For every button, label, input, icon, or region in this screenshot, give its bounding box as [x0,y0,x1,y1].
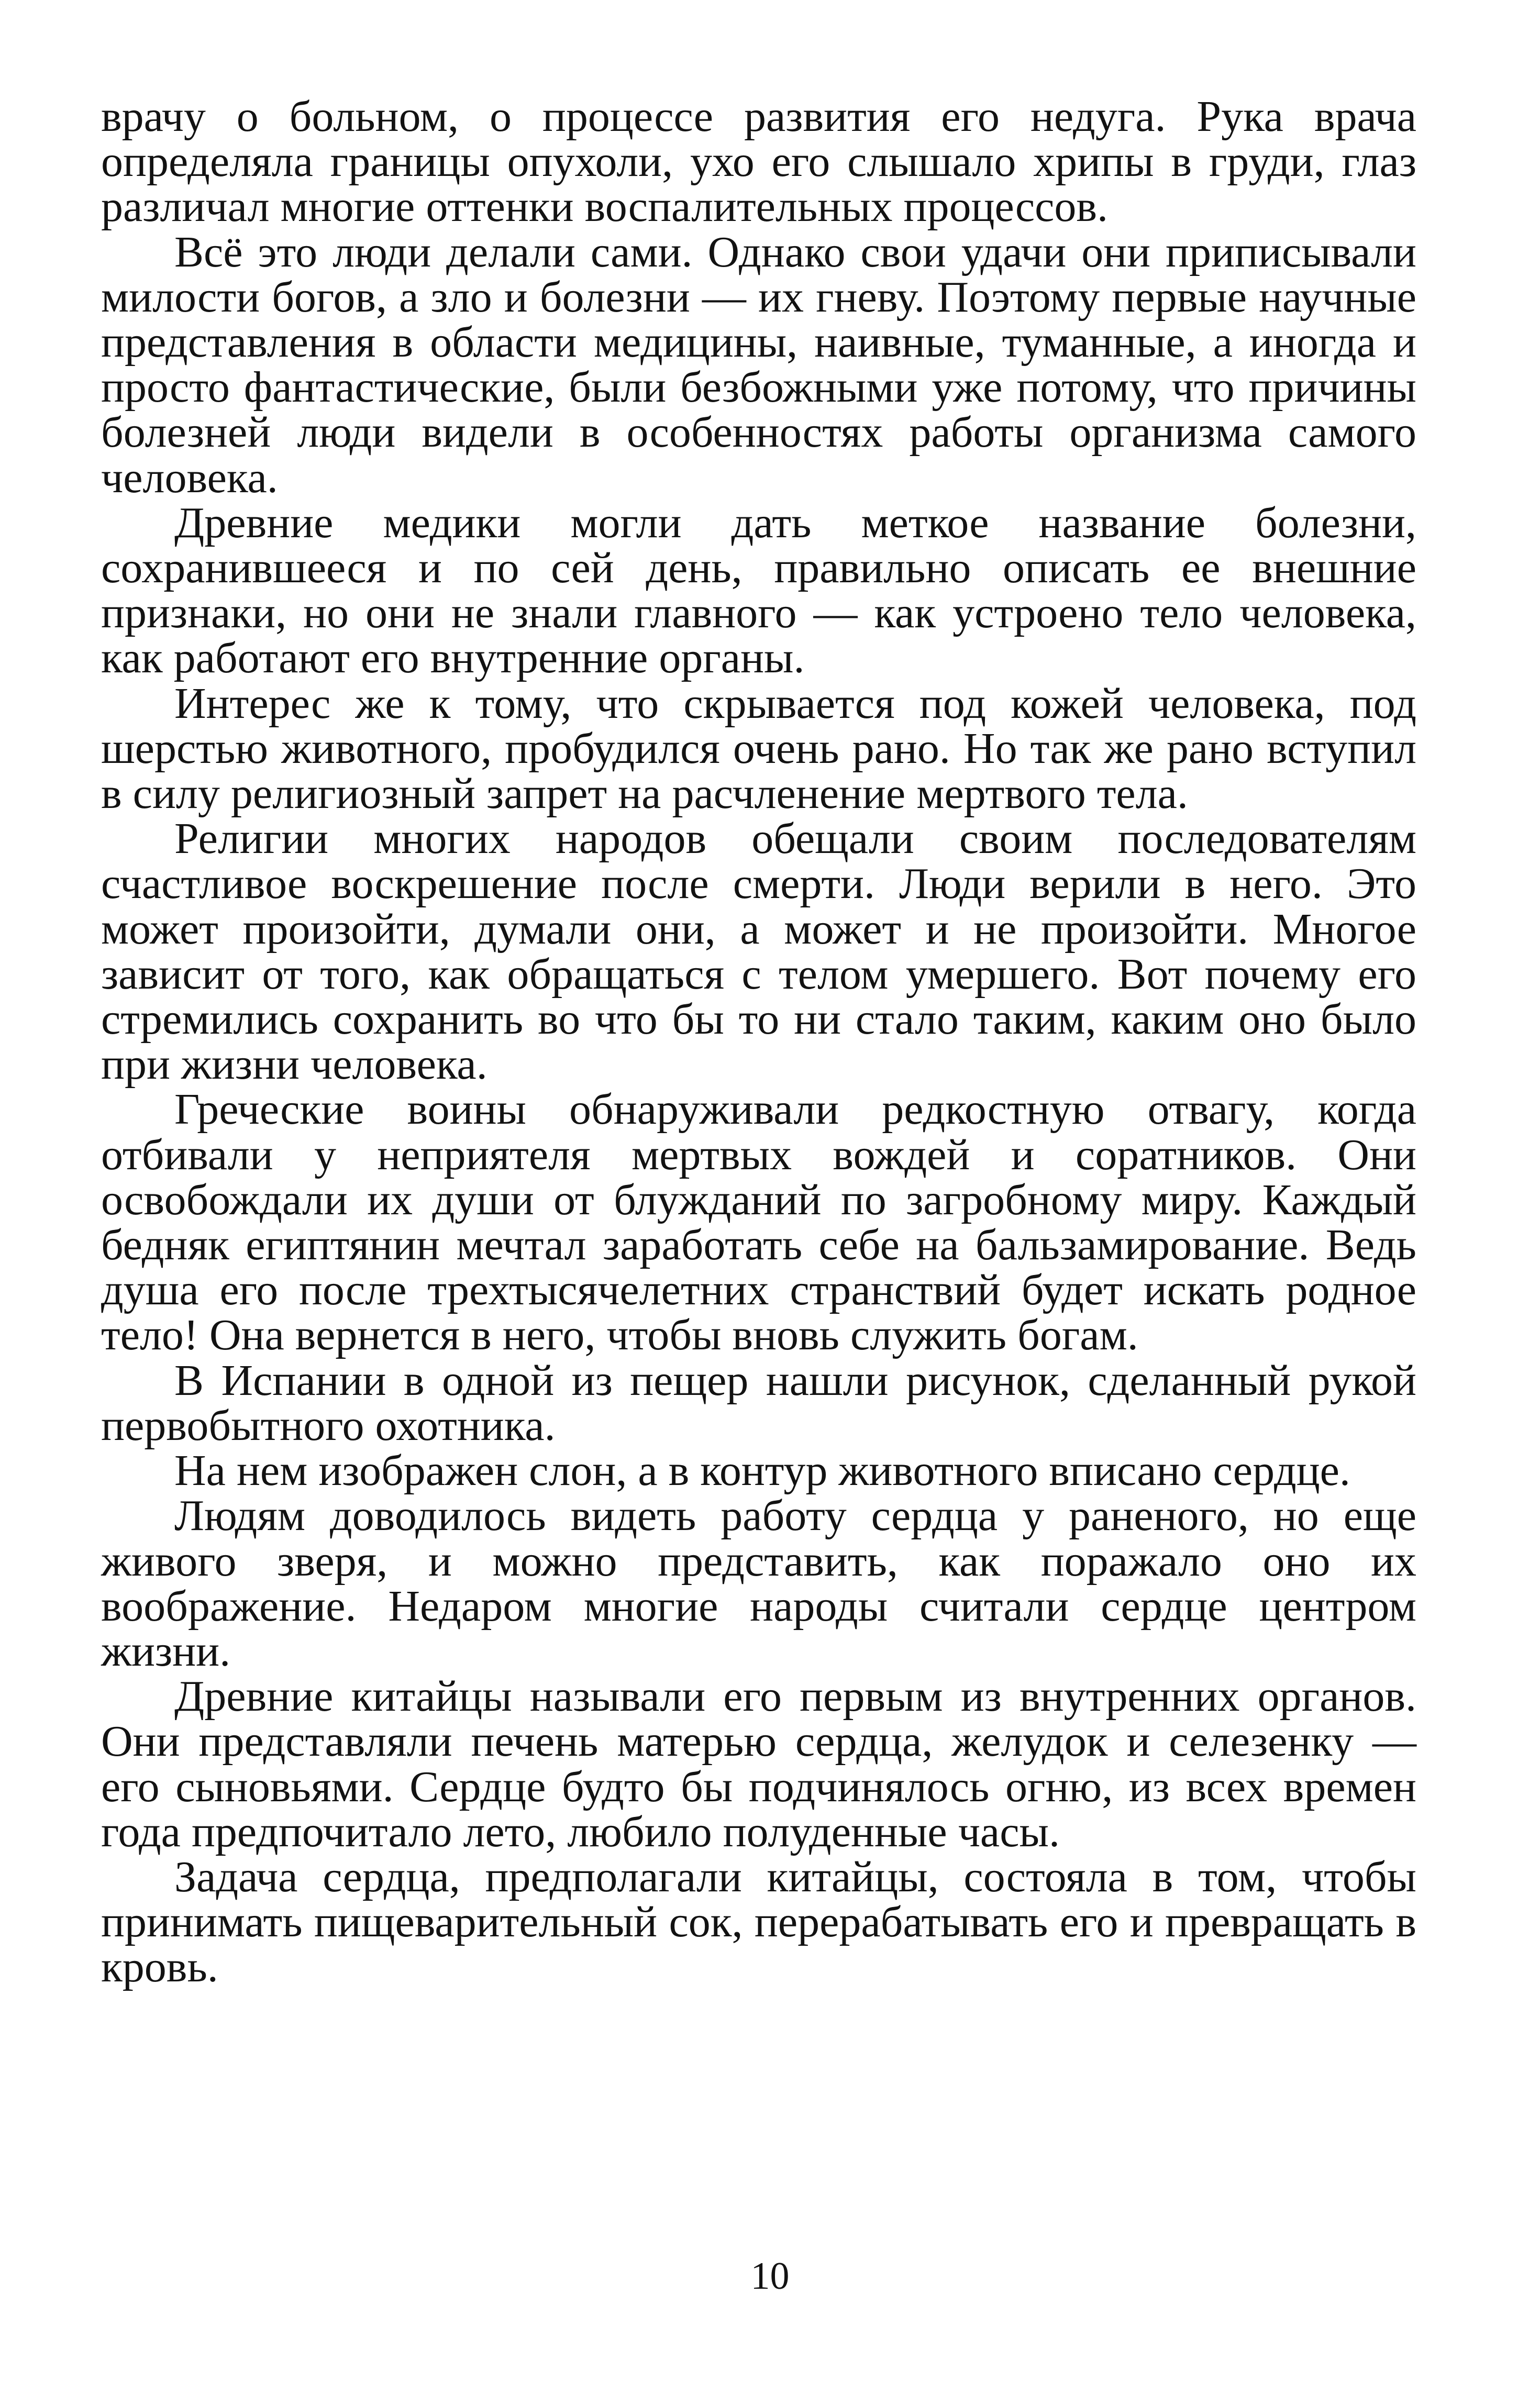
paragraph: Древние китайцы называли его первым из внутренних органов. Они представляли печень матерью сердца, желудок и селезенку — его сыновьями. Сердце будто бы подчинялось огню, из всех времен года предпочитало лето, любило полуденные часы. [101,1672,1416,1856]
paragraph: На нем изображен слон, а в контур животного вписано сердце. [174,1446,1350,1495]
paragraph: Задача сердца, предполагали китайцы, состояла в том, чтобы принимать пищеварительный сок, перерабатывать его и превращать в кровь. [101,1852,1416,1992]
paragraph: Греческие воины обнаруживали редкостную отвагу, когда отбивали у неприятеля мертвых вождей и соратников. Они освобождали их души от блужданий по загробному миру. Каждый бедняк египтянин мечтал заработать себе на бальзамирование. Ведь душа его после трехтысячелетних странствий будет искать родное тело! Она вернется в него, чтобы вновь служить богам. [101,1085,1416,1360]
paragraph-continuation: врачу о больном, о процессе развития его недуга. Рука врача определяла границы опухоли, ухо его слышало хрипы в груди, глаз различал многие оттенки воспалительных процессов. [101,92,1416,231]
paragraph: Всё это люди делали сами. Однако свои удачи они приписывали милости богов, а зло и болезни — их гневу. Поэтому первые научные представления в области медицины, наивные, туманные, а иногда и просто фантастические, были безбожными уже потому, что причины болезней люди видели в особенностях работы организма самого человека. [101,227,1416,502]
paragraph: Интерес же к тому, что скрывается под кожей человека, под шерстью животного, пробудился очень рано. Но так же рано вступил в силу религиозный запрет на расчленение мертвого тела. [101,679,1416,818]
body-text [101,94,1416,1990]
paragraph: Людям доводилось видеть работу сердца у раненого, но еще живого зверя, и можно представить, как поражало оно их воображение. Недаром многие народы считали сердце центром жизни. [101,1491,1416,1676]
paragraph: Древние медики могли дать меткое название болезни, сохранившееся и по сей день, правильно описать ее внешние признаки, но они не знали главного — как устроено тело человека, как работают его внутренние органы. [101,498,1416,683]
page-number: 10 [750,2255,790,2298]
paragraph: В Испании в одной из пещер нашли рисунок, сделанный рукой первобытного охотника. [101,1356,1416,1450]
paragraph: Религии многих народов обещали своим последователям счастливое воскрешение после смерти. Люди верили в него. Это может произойти, думали они, а может и не произойти. Многое зависит от того, как обращаться с телом умершего. Вот почему его стремились сохранить во что бы то ни стало таким, каким оно было при жизни человека. [101,814,1416,1089]
